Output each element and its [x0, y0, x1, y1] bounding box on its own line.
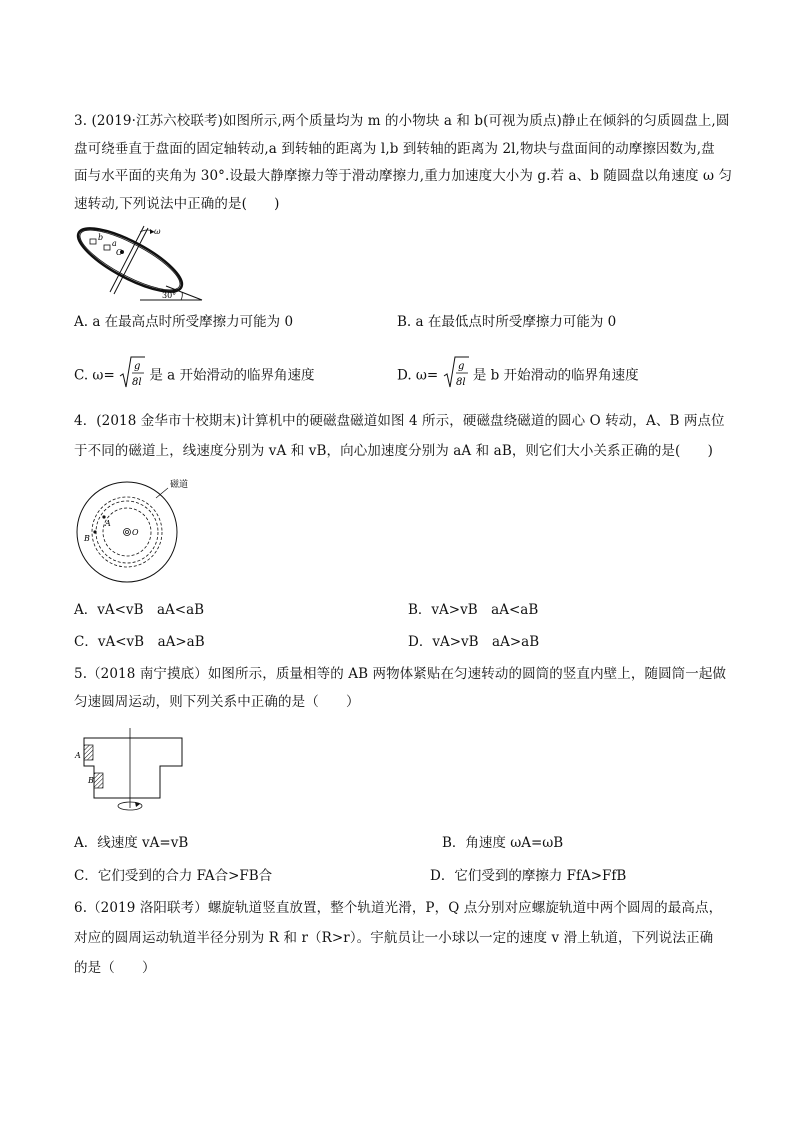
q3-stem-line-1: 3. (2019·江苏六校联考)如图所示,两个质量均为 m 的小物块 a 和 b(可视为质点)静止在倾斜的匀质圆盘上,圆 — [74, 113, 730, 129]
q3-option-c-sqrt — [119, 356, 145, 390]
q4-hard-disk-figure — [72, 474, 189, 584]
q6-stem-line-1: 6.（2019 洛阳联考）螺旋轨道竖直放置，整个轨道光滑，P，Q 点分别对应螺旋轨道中两个圆周的最高点， — [74, 900, 723, 916]
q4-option-a[interactable]: A．vA<vB aA<aB — [74, 602, 205, 618]
q5-label-A: A — [75, 751, 81, 760]
q5-option-c[interactable]: C．它们受到的合力 FA合>FB合 — [74, 868, 273, 884]
q5-stem-line-1: 5.（2018 南宁摸底）如图所示，质量相等的 AB 两物体紧贴在匀速转动的圆筒的竖直内壁上，随圆筒一起做 — [74, 666, 727, 682]
q3-option-c[interactable] — [74, 356, 315, 396]
q4-option-c[interactable]: C．vA<vB aA>aB — [74, 634, 205, 650]
q3-inclined-disk-figure — [70, 222, 210, 304]
q4-label-B: B — [84, 534, 90, 543]
q3-option-a[interactable]: A. a 在最高点时所受摩擦力可能为 0 — [74, 314, 294, 330]
q4-stem-line-2: 于不同的磁道上，线速度分别为 vA 和 vB，向心加速度分别为 aA 和 aB，则它们大小关系正确的是( ) — [74, 443, 713, 459]
q3-option-d-prefix: D. ω= — [397, 367, 439, 384]
q3-option-d[interactable] — [397, 356, 639, 396]
q3-stem-line-3: 面与水平面的夹角为 30°.设最大静摩擦力等于滑动摩擦力,重力加速度大小为 g.若 a、b 随圆盘以角速度 ω 匀 — [74, 168, 733, 184]
q3-option-d-sqrt-fraction — [443, 356, 469, 396]
q3-option-c-prefix: C. ω= — [74, 367, 115, 384]
q4-stem-line-1: 4．(2018 金华市十校期末)计算机中的硬磁盘磁道如图 4 所示，硬磁盘绕磁道的圆心 O 转动，A、B 两点位 — [74, 413, 725, 429]
q3-option-c-sqrt-fraction — [119, 356, 145, 396]
q3-stem-line-4: 速转动,下列说法中正确的是( ) — [74, 196, 280, 212]
q4-label-track: 磁道 — [170, 480, 189, 490]
q3-option-c-numerator: g — [134, 361, 141, 372]
q3-option-d-suffix: 是 b 开始滑动的临界角速度 — [472, 367, 639, 384]
q3-option-d-denominator: 8l — [455, 377, 466, 388]
q3-option-b[interactable]: B. a 在最低点时所受摩擦力可能为 0 — [397, 314, 617, 330]
q5-stem-line-2: 匀速圆周运动，则下列关系中正确的是（ ） — [74, 694, 360, 710]
q3-option-c-denominator: 8l — [132, 377, 142, 388]
q3-option-d-numerator: g — [457, 361, 464, 372]
q3-option-d-sqrt — [443, 356, 469, 390]
q3-option-c-suffix: 是 a 开始滑动的临界角速度 — [149, 367, 315, 384]
q3-label-b: b — [98, 233, 104, 242]
q3-label-angle: 30° — [162, 291, 177, 300]
q3-label-O: O — [116, 248, 123, 257]
q6-stem-line-2: 对应的圆周运动轨道半径分别为 R 和 r（R>r）。宇航员让一小球以一定的速度 v 滑上轨道，下列说法正确 — [74, 930, 714, 946]
q4-label-A: A — [105, 519, 111, 528]
q4-label-O: O — [132, 528, 139, 537]
q4-option-d[interactable]: D．vA>vB aA>aB — [408, 634, 540, 650]
q5-option-b[interactable]: B．角速度 ωA=ωB — [442, 835, 564, 851]
q5-cylinder-figure — [70, 726, 190, 816]
q5-label-B: B — [88, 776, 94, 785]
q3-stem-line-2: 盘可绕垂直于盘面的固定轴转动,a 到转轴的距离为 l,b 到转轴的距离为 2l,物块与盘面间的动摩擦因数为,盘 — [74, 141, 715, 157]
q6-stem-line-3: 的是（ ） — [74, 960, 156, 976]
q4-option-b[interactable]: B．vA>vB aA<aB — [408, 602, 539, 618]
q5-option-a[interactable]: A．线速度 vA=vB — [74, 835, 189, 851]
q3-label-a: a — [112, 239, 117, 248]
q5-option-d[interactable]: D．它们受到的摩擦力 FfA>FfB — [430, 868, 627, 884]
q3-label-omega: ω — [154, 227, 161, 236]
